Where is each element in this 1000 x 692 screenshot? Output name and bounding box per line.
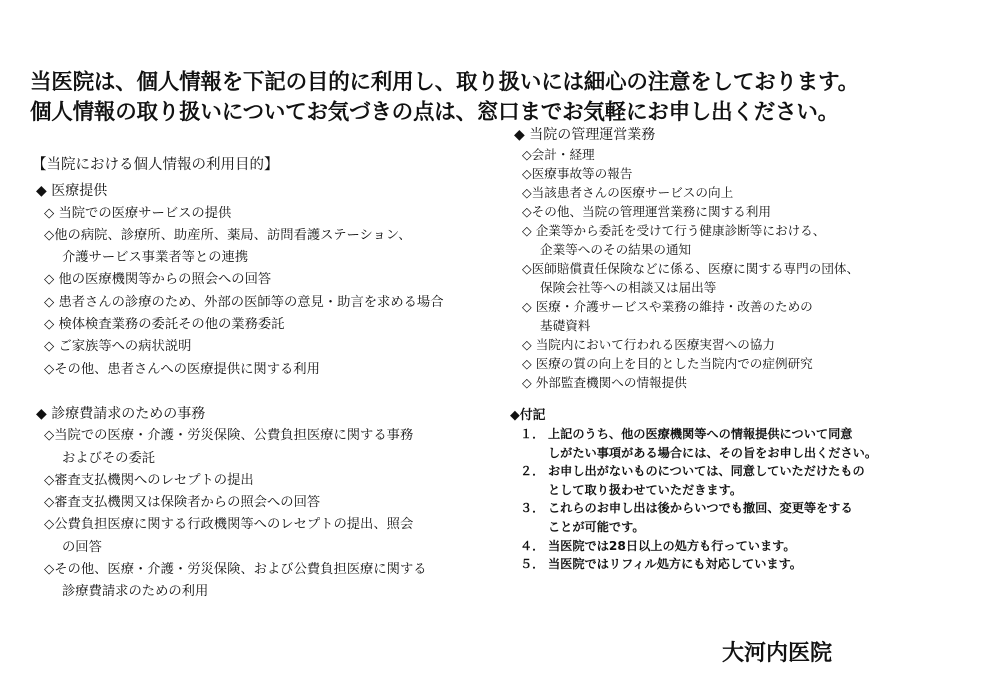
note-continuation: しがたい事項がある場合には、その旨をお申し出ください。 (548, 445, 878, 460)
list-item-continuation: 診療費請求のための利用 (62, 584, 209, 600)
list-item (32, 425, 492, 470)
list-item-text: ◇審査支払機関へのレセプトの提出 (44, 472, 254, 488)
clinic-name: 大河内医院 (722, 641, 833, 666)
heading-line-2: 個人情報の取り扱いについてお気づきの点は、窓口までお気軽にお申し出ください。 (30, 100, 839, 125)
list-item (32, 514, 492, 559)
notes-list (510, 425, 990, 574)
list-item (32, 359, 492, 381)
list-item-text: ◇ 他の医療機関等からの照会への回答 (44, 272, 272, 288)
list-item-text: ◇その他、当院の管理運営業務に関する利用 (522, 204, 771, 219)
list-item-text: ◇医師賠償責任保険などに係る、医療に関する専門の団体、 (522, 261, 860, 276)
management-list (510, 145, 990, 392)
note-text: これらのお申し出は後からいつでも撤回、変更等をする (548, 501, 853, 516)
list-item-text: ◇その他、医療・介護・労災保険、および公費負担医療に関する (44, 562, 427, 578)
list-item-text: ◇その他、患者さんへの医療提供に関する利用 (44, 361, 320, 377)
heading-line-1: 当医院は、個人情報を下記の目的に利用し、取り扱いには細心の注意をしております。 (30, 70, 859, 95)
list-item-continuation: 企業等へのその結果の通知 (540, 242, 692, 257)
list-item-continuation: 介護サービス事業者等との連携 (62, 250, 249, 266)
note-number: ４． (520, 538, 545, 553)
list-item (32, 292, 492, 314)
note-number: １． (520, 427, 545, 441)
list-item-text: ◇ 検体検査業務の委託その他の業務委託 (44, 317, 285, 333)
list-item (32, 470, 492, 492)
notice-heading (30, 68, 990, 128)
list-item-text: ◇当該患者さんの医療サービスの向上 (522, 185, 734, 200)
list-item (32, 203, 492, 225)
note-item (510, 555, 990, 574)
list-item-continuation: およびその委託 (62, 450, 156, 466)
list-item-text: ◇ 医療・介護サービスや業務の維持・改善のための (522, 299, 813, 314)
list-item (510, 373, 990, 392)
medical-list (32, 203, 492, 381)
left-column (32, 154, 492, 604)
list-item-text: ◇他の病院、診療所、助産所、薬局、訪問看護ステーション、 (44, 227, 412, 243)
list-item (510, 297, 990, 335)
note-continuation: として取り扱わせていただきます。 (548, 482, 743, 497)
list-item-text: ◇ 外部監査機関への情報提供 (522, 375, 687, 390)
management-section-title: ◆ 当院の管理運営業務 (514, 127, 656, 143)
note-number: ５． (520, 557, 545, 572)
list-item (510, 164, 990, 183)
notes-title: ◆付記 (510, 408, 546, 423)
list-item-text: ◇ 当院内において行われる医療実習への協力 (522, 337, 775, 352)
note-text: お申し出がないものについては、同意していただけたもの (548, 464, 865, 479)
list-item (32, 225, 492, 270)
list-item-continuation: 保険会社等への相談又は届出等 (540, 280, 717, 295)
list-item-text: ◇公費負担医療に関する行政機関等へのレセプトの提出、照会 (44, 517, 414, 533)
list-item-text: ◇医療事故等の報告 (522, 166, 633, 181)
note-item (510, 425, 990, 462)
list-item (32, 269, 492, 291)
list-item-text: ◇会計・経理 (522, 147, 595, 162)
list-item (510, 202, 990, 221)
list-item (32, 336, 492, 358)
list-item (32, 492, 492, 514)
note-number: ３． (520, 501, 545, 516)
list-item-text: ◇当院での医療・介護・労災保険、公費負担医療に関する事務 (44, 428, 414, 444)
list-item-continuation: 基礎資料 (540, 318, 591, 333)
list-item-text: ◇ ご家族等への病状説明 (44, 339, 192, 355)
list-item-text: ◇ 患者さんの診療のため、外部の医師等の意見・助言を求める場合 (44, 294, 444, 310)
list-item-text: ◇ 医療の質の向上を目的とした当院内での症例研究 (522, 356, 813, 371)
list-item-text: ◇ 当院での医療サービスの提供 (44, 205, 232, 221)
note-continuation: ことが可能です。 (548, 519, 645, 534)
note-item (510, 462, 990, 499)
billing-list (32, 425, 492, 603)
list-item (510, 259, 990, 297)
medical-section-title: ◆ 医療提供 (36, 183, 108, 200)
right-column (510, 126, 990, 574)
note-number: ２． (520, 464, 545, 479)
list-item-continuation: の回答 (62, 539, 102, 555)
list-item (510, 183, 990, 202)
list-item (510, 145, 990, 164)
category-title: 【当院における個人情報の利用目的】 (32, 157, 279, 173)
list-item-text: ◇審査支払機関又は保険者からの照会への回答 (44, 495, 321, 511)
list-item (510, 221, 990, 259)
note-item (510, 537, 990, 556)
note-item (510, 499, 990, 536)
list-item (32, 559, 492, 604)
list-item (510, 354, 990, 373)
note-text: 上記のうち、他の医療機関等への情報提供について同意 (548, 427, 853, 441)
list-item-text: ◇ 企業等から委託を受けて行う健康診断等における、 (522, 223, 826, 238)
note-text: 当医院では28日以上の処方も行っています。 (548, 538, 796, 553)
billing-section-title: ◆ 診療費請求のための事務 (36, 405, 206, 422)
list-item (32, 314, 492, 336)
note-text: 当医院ではリフィル処方にも対応しています。 (548, 557, 802, 572)
list-item (510, 335, 990, 354)
